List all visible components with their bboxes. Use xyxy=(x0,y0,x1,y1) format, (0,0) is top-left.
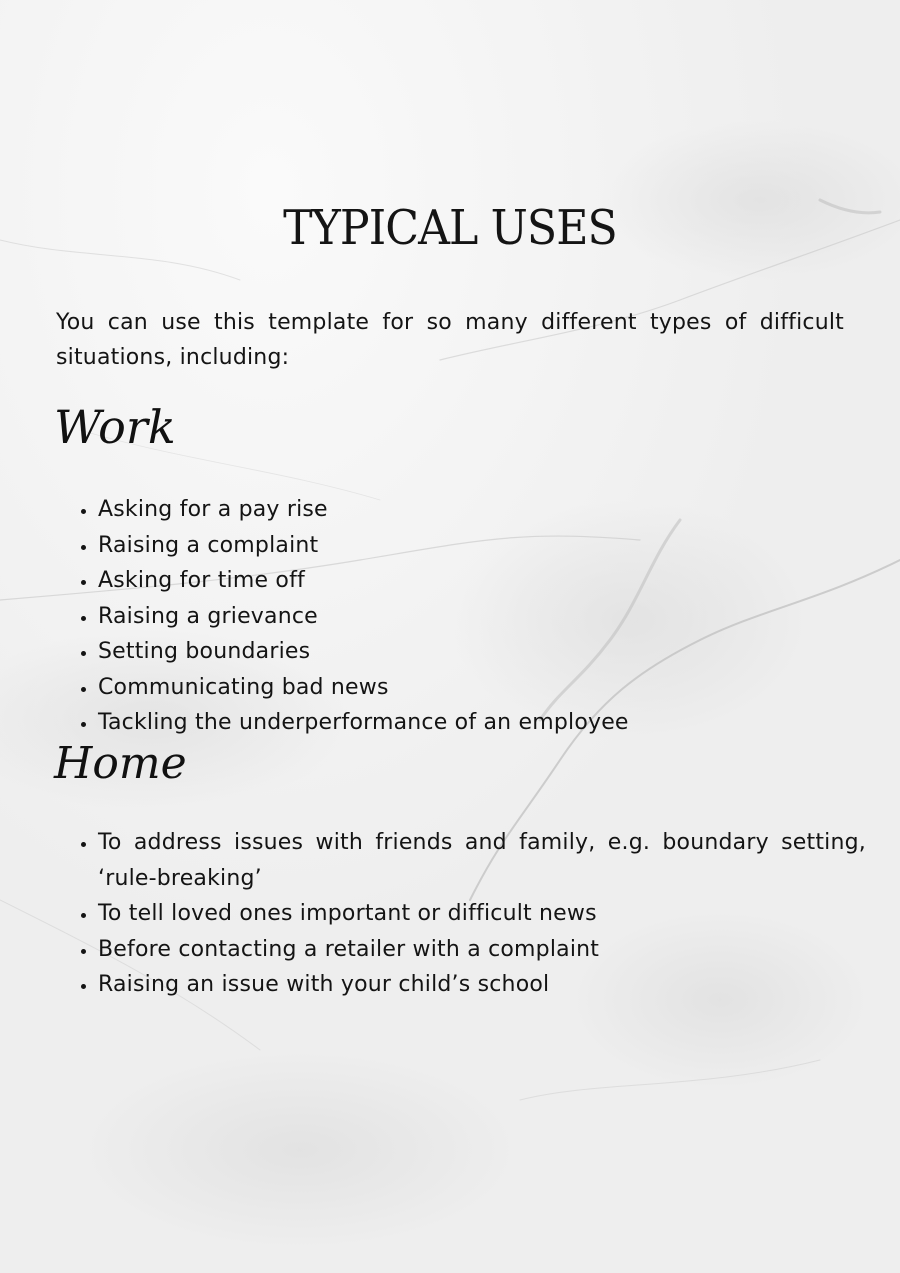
section-heading-home: Home xyxy=(54,738,187,789)
home-uses-list xyxy=(76,825,866,1003)
list-item: • To address issues with friends and family, e.g. boundary setting, ‘rule-breaking’ xyxy=(98,825,866,896)
list-item: • Raising an issue with your child’s school xyxy=(98,967,866,1003)
page-title: TYPICAL USES xyxy=(283,200,617,256)
section-heading-work: Work xyxy=(54,400,176,454)
intro-paragraph: You can use this template for so many different types of difficult situations, including: xyxy=(56,310,844,370)
list-item: • Setting boundaries xyxy=(98,634,866,670)
work-uses-list xyxy=(76,492,866,741)
list-item: • Tackling the underperformance of an employee xyxy=(98,705,866,741)
list-item: • Asking for time off xyxy=(98,563,866,599)
list-item: • Communicating bad news xyxy=(98,670,866,706)
list-item: • Raising a grievance xyxy=(98,599,866,635)
list-item: • Raising a complaint xyxy=(98,528,866,564)
list-item: • Asking for a pay rise xyxy=(98,492,866,528)
list-item: • To tell loved ones important or difficult news xyxy=(98,896,866,932)
list-item: • Before contacting a retailer with a complaint xyxy=(98,932,866,968)
